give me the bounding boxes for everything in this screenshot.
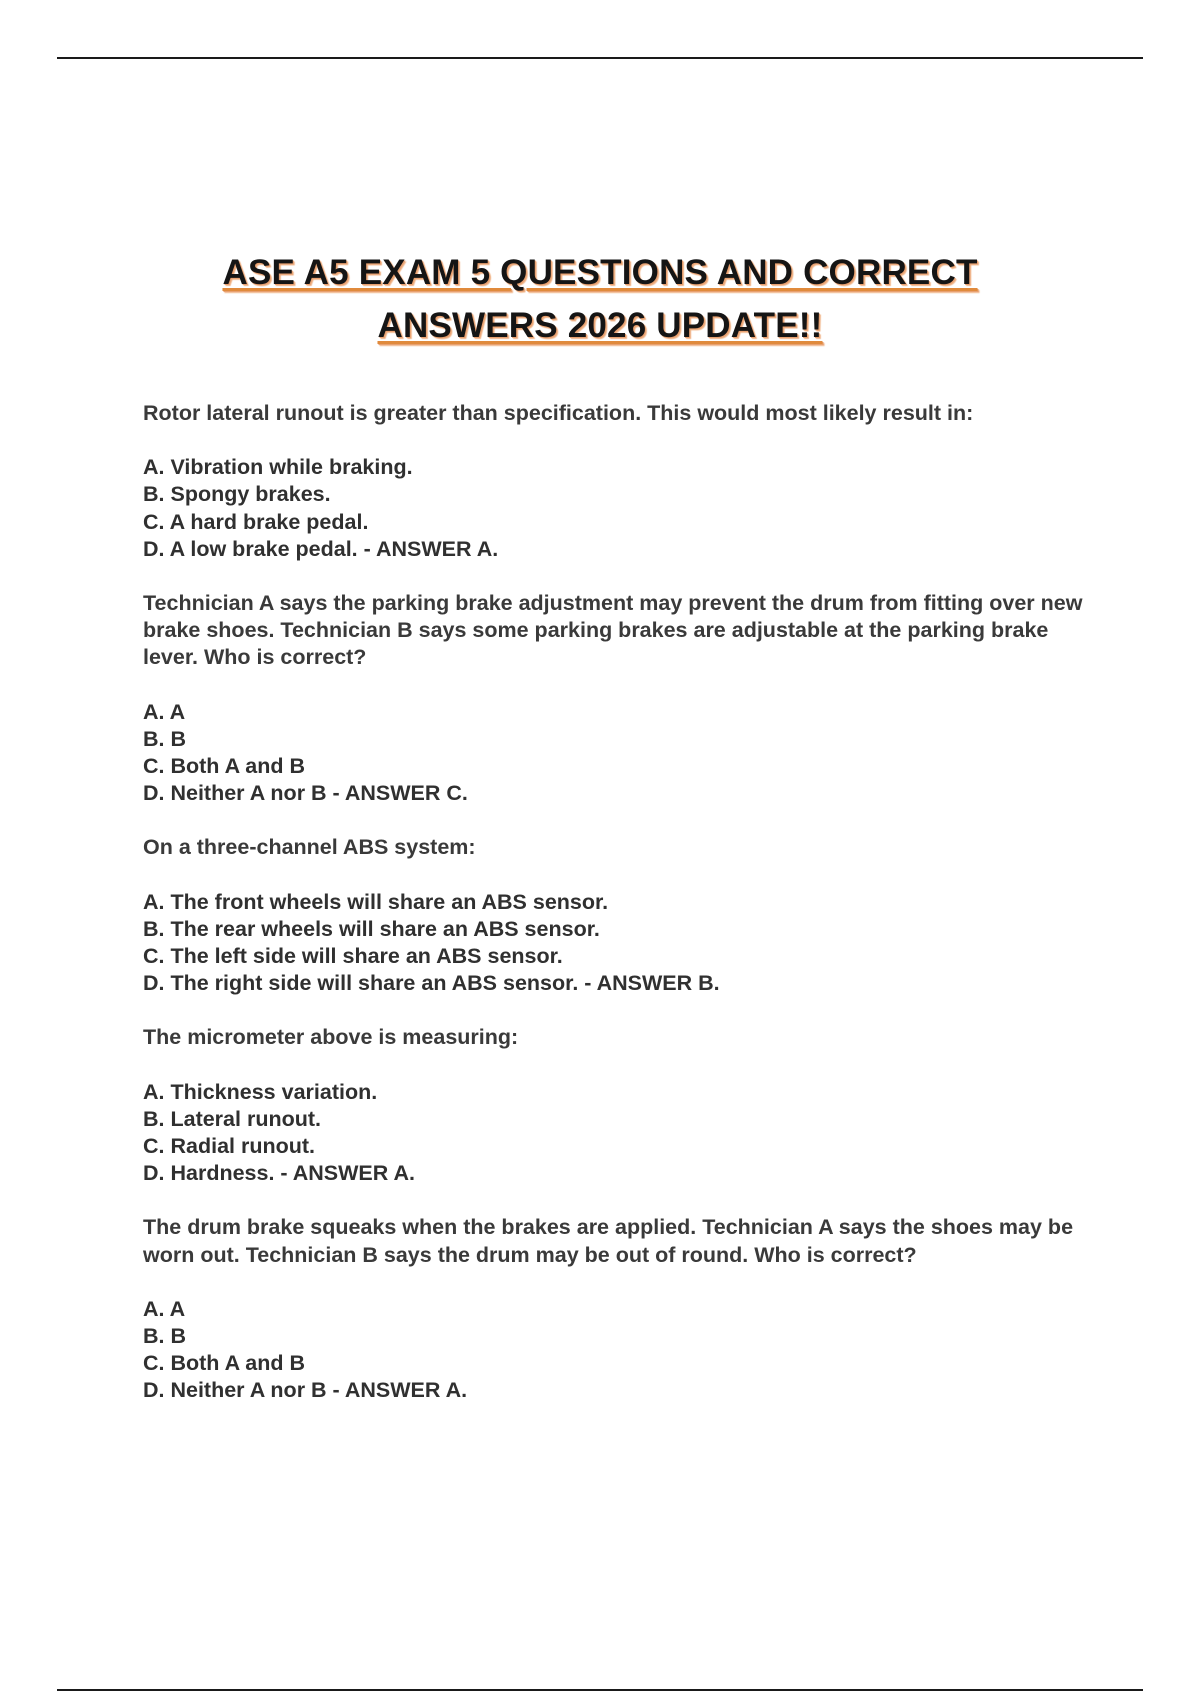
option-c: C. Radial runout.: [143, 1134, 315, 1159]
questions-list: [143, 400, 1083, 1432]
option-c: C. Both A and B: [143, 754, 306, 779]
document-title: [0, 246, 1200, 352]
answer-options: [143, 454, 1083, 563]
question-block-1: [143, 400, 1083, 563]
option-d: D. Hardness. - ANSWER A.: [143, 1161, 415, 1186]
bottom-rule: [57, 1689, 1143, 1691]
option-c: C. The left side will share an ABS sensor.: [143, 944, 563, 969]
answer-options: [143, 889, 1083, 998]
option-d: D. A low brake pedal. - ANSWER A.: [143, 536, 499, 561]
answer-options: [143, 1296, 1083, 1405]
answer-options: [143, 699, 1083, 808]
option-a: A. Vibration while braking.: [143, 455, 413, 480]
question-text: The micrometer above is measuring:: [143, 1025, 519, 1050]
top-rule: [57, 57, 1143, 59]
question-block-2: [143, 590, 1083, 807]
option-b: B. Lateral runout.: [143, 1106, 321, 1131]
option-c: C. A hard brake pedal.: [143, 509, 369, 534]
option-a: A. A: [143, 699, 186, 724]
question-text: Rotor lateral runout is greater than specification. This would most likely result in:: [143, 401, 974, 425]
option-a: A. A: [143, 1296, 186, 1321]
option-d: D. The right side will share an ABS sensor. - ANSWER B.: [143, 971, 720, 996]
option-b: B. Spongy brakes.: [143, 482, 331, 507]
option-d: D. Neither A nor B - ANSWER C.: [143, 781, 468, 806]
question-text: The drum brake squeaks when the brakes are applied. Technician A says the shoes may be worn out. Technician B says the drum may be out of round. Who is correct?: [143, 1215, 1074, 1267]
question-block-4: [143, 1024, 1083, 1187]
option-a: A. Thickness variation.: [143, 1079, 378, 1104]
option-d: D. Neither A nor B - ANSWER A.: [143, 1378, 468, 1403]
option-c: C. Both A and B: [143, 1351, 306, 1376]
option-b: B. B: [143, 726, 186, 751]
title-line-2: ANSWERS 2026 UPDATE!!: [377, 306, 823, 345]
question-block-5: [143, 1214, 1083, 1404]
question-text: On a three-channel ABS system:: [143, 835, 476, 860]
option-a: A. The front wheels will share an ABS sensor.: [143, 889, 609, 914]
title-line-1: ASE A5 EXAM 5 QUESTIONS AND CORRECT: [222, 253, 978, 292]
option-b: B. The rear wheels will share an ABS sensor.: [143, 916, 600, 941]
answer-options: [143, 1079, 1083, 1188]
option-b: B. B: [143, 1324, 186, 1349]
question-text: Technician A says the parking brake adjustment may prevent the drum from fitting over new brake shoes. Technician B says some parking brakes are adjustable at the parking brake lever. Who is correct?: [143, 591, 1083, 670]
question-block-3: [143, 834, 1083, 997]
